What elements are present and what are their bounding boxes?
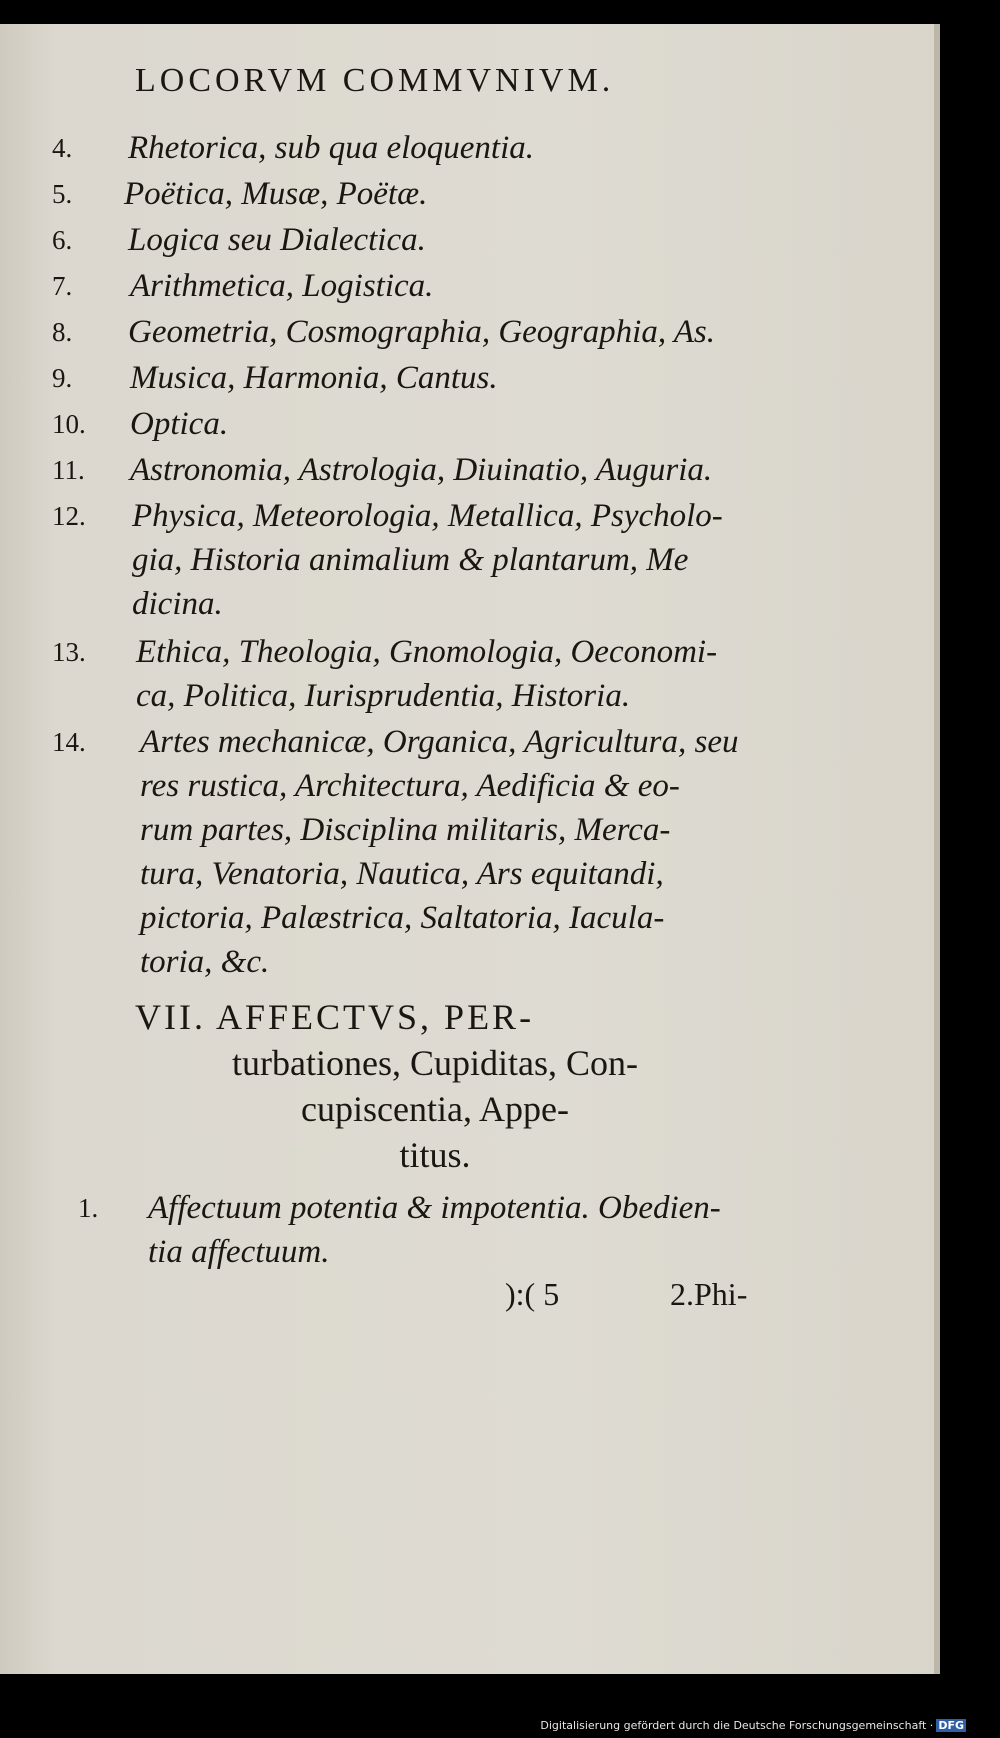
book-page (0, 24, 940, 1674)
list-item (0, 630, 780, 718)
entry-text: Affectuum potentia & impotentia. Obedien- tia affectuum. (148, 1190, 721, 1270)
list-item (0, 310, 780, 354)
entry-number: 6. (52, 225, 73, 255)
entry-text: Rhetorica, sub qua eloquentia. (128, 130, 535, 166)
entry-number: 4. (52, 133, 73, 163)
entry-text: Astronomia, Astrologia, Diuinatio, Auguria. (130, 452, 713, 488)
list-item (0, 720, 780, 984)
section-heading (135, 994, 735, 1178)
list-item (0, 448, 780, 492)
entry-text: Optica. (130, 406, 229, 442)
catchword: 2.Phi- (670, 1276, 748, 1312)
list-item (0, 126, 780, 170)
list-item (0, 172, 780, 216)
list-item (0, 494, 780, 626)
section-heading-line: cupiscentia, Appe- (301, 1089, 569, 1129)
section-heading-line: VII. AFFECTVS, PER- (135, 997, 535, 1037)
page-edge (934, 24, 940, 1674)
list-item (0, 218, 780, 262)
section-heading-line: titus. (399, 1135, 471, 1175)
entry-text: Artes mechanicæ, Organica, Agricultura, seu res rustica, Architectura, Aedificia & eo- rum partes, Disciplina militaris, Merca- tura, Venatoria, Nautica, Ars equitandi, pictoria, Palæstrica, Saltatoria, Iacula- toria, &c. (140, 724, 739, 980)
entry-number: 13. (52, 637, 86, 667)
entry-number: 12. (52, 501, 86, 531)
entry-number: 10. (52, 409, 86, 439)
entry-number: 7. (52, 271, 73, 301)
list-item (0, 402, 780, 446)
list-item (0, 264, 780, 308)
entry-number: 14. (52, 727, 86, 757)
entry-number: 1. (78, 1193, 99, 1223)
entry-number: 9. (52, 363, 73, 393)
list-item (0, 356, 780, 400)
digitization-credit (540, 1719, 966, 1732)
entry-text: Logica seu Dialectica. (128, 222, 426, 258)
entry-number: 11. (52, 455, 85, 485)
section-heading-line: turbationes, Cupiditas, Con- (232, 1043, 638, 1083)
entry-text: Physica, Meteorologia, Metallica, Psycholo- gia, Historia animalium & plantarum, Me dicina. (132, 498, 723, 622)
entry-number: 8. (52, 317, 73, 347)
entry-text: Musica, Harmonia, Cantus. (130, 360, 498, 396)
entry-text: Geometria, Cosmographia, Geographia, As. (128, 314, 715, 350)
entry-text: Ethica, Theologia, Gnomologia, Oeconomi- ca, Politica, Iurisprudentia, Historia. (136, 634, 718, 714)
entry-text: Arithmetica, Logistica. (130, 268, 434, 304)
list-item (0, 1186, 780, 1274)
digitization-credit-text: Digitalisierung gefördert durch die Deutsche Forschungsgemeinschaft · (540, 1719, 934, 1732)
entry-number: 5. (52, 179, 73, 209)
running-head: LOCORVM COMMVNIVM. (135, 62, 615, 99)
dfg-logo: DFG (938, 1719, 964, 1732)
entry-text: Poëtica, Musæ, Poëtæ. (124, 176, 428, 212)
signature-mark: ):( 5 (505, 1276, 560, 1312)
